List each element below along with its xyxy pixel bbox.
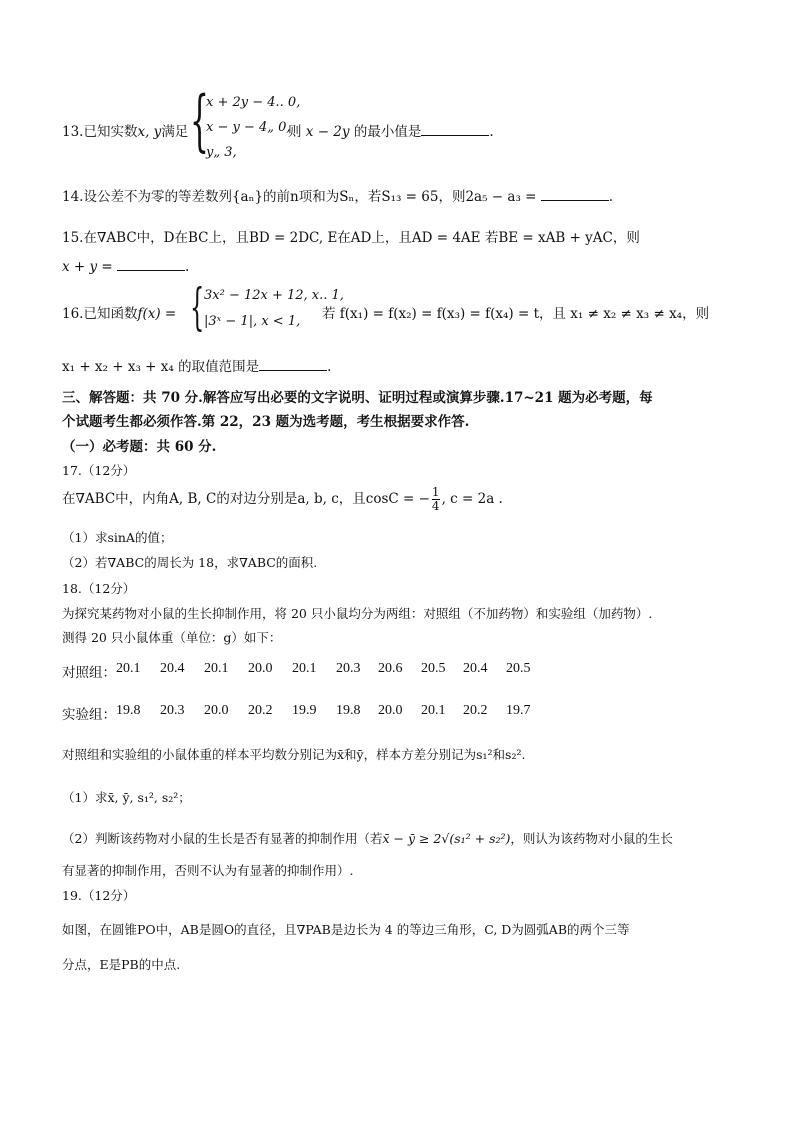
q17-fraction (432, 486, 440, 513)
q18-stem2: 测得 20 只小鼠体重（单位：g）如下： (62, 630, 282, 645)
experiment-value: 19.8 (336, 703, 361, 718)
control-value: 20.5 (421, 661, 446, 676)
q13-prefix-text: 13.已知实数 (62, 124, 138, 140)
experiment-value: 19.7 (506, 703, 531, 718)
q16-cond: 若 f(x₁) = f(x₂) = f(x₃) = f(x₄) = t，且 x₁ ≠ x₂ ≠ x₃ ≠ x₄，则 (322, 306, 710, 322)
q17-stem-b: , c = 2a . (441, 491, 503, 507)
q18-part2-a: （2）判断该药物对小鼠的生长是否有显著的抑制作用（若 (62, 831, 383, 846)
q13-mid: 满足 (161, 124, 189, 140)
q13-case-2: x − y − 4„ 0, (206, 120, 291, 135)
section3-line1: 三、解答题：共 70 分.解答应写出必要的文字说明、证明过程或演算步骤.17~21 题为必考题，每 (62, 390, 653, 406)
q15-line2 (62, 259, 189, 275)
q18-control-row (62, 661, 116, 681)
q13-prefix (62, 120, 188, 140)
control-value: 20.3 (336, 661, 361, 676)
q16-fx: f(x) = (137, 306, 177, 322)
q15-end: . (185, 259, 190, 275)
q13-case-3: y„ 3, (206, 145, 237, 160)
q17-part2: （2）若∇ABC的周长为 18，求∇ABC的面积. (62, 555, 318, 570)
q13-suffix: 则 x − 2y 的最小值是 . (288, 124, 494, 140)
control-value: 20.4 (160, 661, 185, 676)
q16-prefix-text: 16.已知函数 (62, 306, 138, 322)
experiment-value: 20.2 (463, 703, 488, 718)
q17-frac-den: 4 (431, 499, 440, 513)
control-value: 20.1 (204, 661, 229, 676)
q16-line2 (62, 355, 331, 375)
q13-suffix-text: 则 (288, 124, 302, 140)
control-value: 20.5 (506, 661, 531, 676)
q19-head: 19.（12分） (62, 888, 136, 903)
q18-part1: （1）求x̄, ȳ, s₁², s₂²； (62, 790, 191, 805)
q13-answer-blank[interactable] (421, 135, 489, 136)
q17-head: 17.（12分） (62, 463, 136, 478)
section3-sub: （一）必考题：共 60 分. (62, 439, 217, 455)
control-value: 20.6 (378, 661, 403, 676)
q18-stem1: 为探究某药物对小鼠的生长抑制作用，将 20 只小鼠均分为两组：对照组（不加药物）和实验组（加药物）. (62, 606, 653, 621)
q17-part1: （1）求sinA的值； (62, 530, 173, 545)
q18-exp-label: 实验组： (62, 707, 116, 723)
control-value: 20.1 (116, 661, 141, 676)
control-value: 20.4 (463, 661, 488, 676)
q19-stem1: 如图，在圆锥PO中，AB是圆O的直径，且∇PAB是边长为 4 的等边三角形，C, D为圆弧AB的两个三等 (62, 922, 630, 937)
q14-answer-blank[interactable] (541, 200, 609, 201)
experiment-value: 20.0 (204, 703, 229, 718)
q18-note: 对照组和实验组的小鼠体重的样本平均数分别记为x̄和ȳ，样本方差分别记为s₁²和s₂². (62, 747, 526, 762)
q18-head: 18.（12分） (62, 581, 136, 596)
experiment-value: 20.2 (248, 703, 273, 718)
q16-end: . (327, 359, 332, 375)
q18-formula: x̄ − ȳ ≥ 2√(s₁² + s₂²) (382, 831, 511, 846)
q15-answer-blank[interactable] (117, 270, 185, 271)
q15-line2-text: x + y = (62, 259, 113, 275)
experiment-value: 20.1 (421, 703, 446, 718)
q16-answer-blank[interactable] (259, 370, 327, 371)
control-value: 20.1 (292, 661, 317, 676)
q17-stem (62, 486, 503, 513)
q16-case-1: 3x² − 12x + 12, x.. 1, (204, 288, 344, 303)
q13-expr: x − 2y (305, 124, 350, 140)
q16-brace: { (190, 278, 205, 336)
control-value: 20.0 (248, 661, 273, 676)
q18-part2-b: ，则认为该药物对小鼠的生长 (510, 831, 673, 846)
experiment-value: 20.0 (378, 703, 403, 718)
q17-frac-num: 1 (431, 485, 440, 499)
q14-end: . (608, 189, 614, 205)
experiment-value: 19.9 (292, 703, 317, 718)
q16-prefix (62, 302, 176, 322)
q18-part2 (62, 829, 673, 847)
experiment-value: 19.8 (116, 703, 141, 718)
q18-part2-c: 有显著的抑制作用，否则不认为有显著的抑制作用）. (62, 863, 354, 878)
section3-line2: 个试题考生都必须作答.第 22，23 题为选考题，考生根据要求作答. (62, 414, 470, 430)
q14 (62, 185, 613, 205)
q18-control-label: 对照组： (62, 665, 116, 681)
q13-tail: 的最小值是 (353, 124, 422, 140)
q13-vars: x, y (137, 124, 162, 140)
q16-line2-text: x₁ + x₂ + x₃ + x₄ 的取值范围是 (62, 359, 260, 375)
q16-case-2: |3ˣ − 1|, x < 1, (204, 314, 301, 329)
q19-stem2: 分点，E是PB的中点. (62, 957, 181, 972)
experiment-value: 20.3 (160, 703, 185, 718)
q14-text: 14.设公差不为零的等差数列{aₙ}的前n项和为Sₙ，若S₁₃ = 65，则2a₅ − a₃ = (62, 189, 537, 205)
q15-line1: 15.在∇ABC中，D在BC上，且BD = 2DC, E在AD上，且AD = 4AE 若BE = xAB + yAC，则 (62, 230, 640, 246)
q13-brace: { (190, 82, 209, 159)
q13-case-1: x + 2y − 4.. 0, (206, 95, 301, 110)
q17-stem-a: 在∇ABC中，内角A, B, C的对边分别是a, b, c，且cosC = − (62, 491, 430, 507)
